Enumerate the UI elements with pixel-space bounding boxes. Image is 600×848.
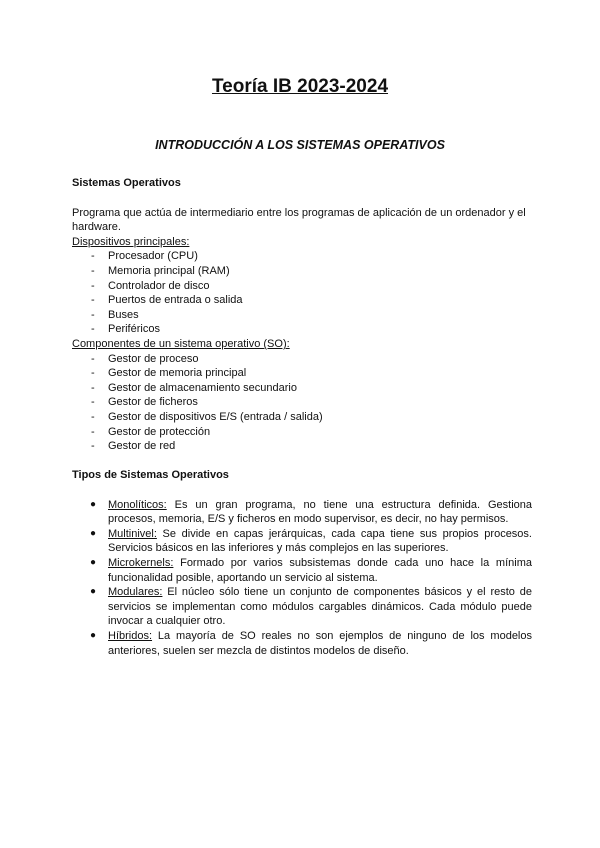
list-item: - Gestor de dispositivos E/S (entrada / salida): [91, 410, 323, 423]
list-item: - Controlador de disco: [91, 279, 210, 292]
list-item: ● Multinivel: Se divide en capas jerárquicas, cada capa tiene sus propios procesos. Servicios básicos en las inferiores y más complejos en las superiores.: [90, 527, 532, 555]
list-item: - Buses: [91, 308, 139, 321]
components-label: Componentes de un sistema operativo (SO):: [72, 337, 290, 350]
list-item: ● Monolíticos: Es un gran programa, no tiene una estructura definida. Gestiona procesos, memoria, E/S y ficheros en modo supervisor, es decir, no hay permisos.: [90, 498, 532, 526]
list-item: - Gestor de red: [91, 440, 176, 453]
list-item: ● Híbridos: La mayoría de SO reales no son ejemplos de ninguno de los modelos anteriores, suelen ser mezcla de distintos modelos de diseño.: [90, 629, 532, 657]
list-item: - Gestor de proceso: [91, 352, 199, 365]
types-list: [72, 498, 532, 659]
bullet-icon: ●: [90, 586, 97, 598]
list-item: - Procesador (CPU): [91, 250, 198, 263]
list-item: - Memoria principal (RAM): [91, 264, 230, 277]
devices-list: [72, 249, 532, 337]
components-list: [72, 352, 532, 454]
list-item: - Puertos de entrada o salida: [91, 294, 243, 307]
section-heading: Sistemas Operativos: [72, 177, 181, 189]
bullet-icon: ●: [90, 556, 97, 568]
bullet-icon: ●: [90, 527, 97, 539]
list-item: - Gestor de ficheros: [91, 396, 198, 409]
bullet-icon: ●: [90, 629, 97, 641]
bullet-icon: ●: [90, 498, 97, 510]
section-sistemas-operativos: [72, 176, 532, 454]
list-item: - Gestor de protección: [91, 425, 211, 438]
page-title: Teoría IB 2023-2024: [211, 76, 389, 97]
intro-paragraph: Programa que actúa de intermediario entre los programas de aplicación de un ordenador y el hardware.: [72, 206, 526, 234]
devices-label: Dispositivos principales:: [72, 235, 190, 248]
list-item: ● Microkernels: Formado por varios subsistemas donde cada uno hace la mínima funcionalidad posible, aportando un servicio al sistema.: [90, 556, 532, 584]
section-heading: Tipos de Sistemas Operativos: [72, 469, 229, 481]
list-item: - Gestor de almacenamiento secundario: [91, 381, 297, 394]
section-tipos: [72, 468, 532, 658]
page-subtitle: INTRODUCCIÓN A LOS SISTEMAS OPERATIVOS: [155, 138, 445, 152]
list-item: - Periféricos: [91, 323, 160, 336]
list-item: - Gestor de memoria principal: [91, 367, 247, 380]
list-item: ● Modulares: El núcleo sólo tiene un conjunto de componentes básicos y el resto de servicios se implementan como módulos cargables dinámicos. Cada módulo puede invocar a cualquier otro.: [90, 586, 532, 628]
